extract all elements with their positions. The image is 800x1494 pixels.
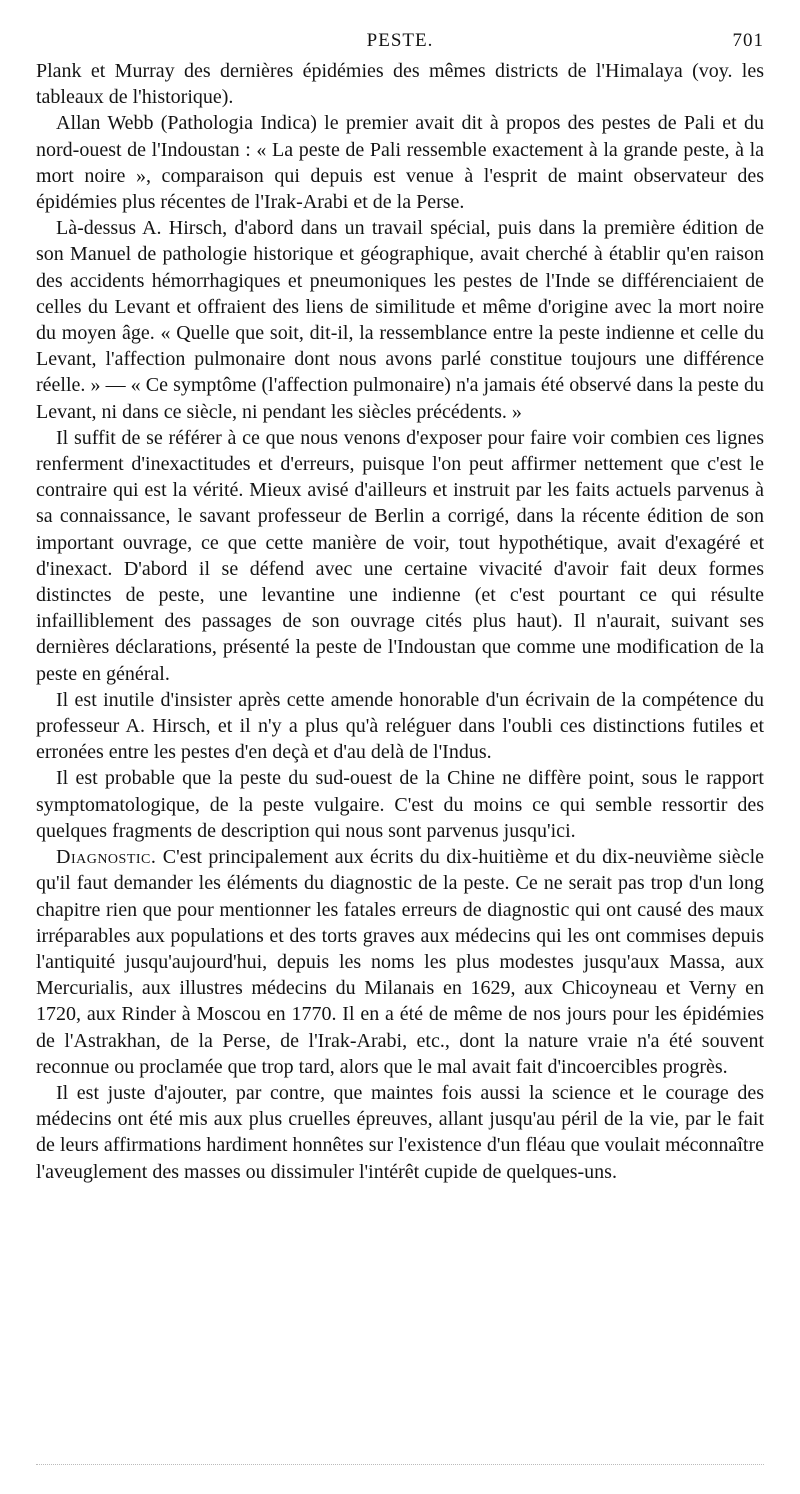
section-lead: Diagnostic. [56,846,157,869]
paragraph-text: C'est principalement aux écrits du dix-huitième et du dix-neuvième siècle qu'il faut demander les éléments du diagnostic de la peste. Ce ne serait pas trop d'un long chapitre rien que pour mentionner les fatales erreurs de diagnostic qui ont causé des maux irréparables aux populations et des torts graves aux médecins qui les ont commises depuis l'antiquité jusqu'aujourd'hui, depuis les noms les plus modestes jusqu'aux Massa, aux Mercurialis, aux illustres médecins du Milanais en 1629, aux Chicoyneau et Verny en 1720, aux Rinder à Moscou en 1770. Il en a été de même de nos jours pour les épidémies de l'Astrakhan, de la Perse, de l'Irak-Arabi, etc., dont la nature vraie n'a été souvent reconnue ou proclamée que trop tard, alors que le mal avait fait d'incoercibles progrès. [36,846,764,1078]
paragraph: Il est probable que la peste du sud-ouest de la Chine ne diffère point, sous le rapport symptomatologique, de la peste vulgaire. C'est du moins ce qui semble ressortir des quelques fragments de description qui nous sont parvenus jusqu'ici. [36,767,764,842]
paragraph-diagnostic [36,844,764,1080]
page-body [36,28,764,1185]
paragraph: Il est juste d'ajouter, par contre, que maintes fois aussi la science et le courage des médecins ont été mis aux plus cruelles épreuves, allant jusqu'au péril de la vie, par le fait de leurs affirmations hardiment honnêtes sur l'existence d'un fléau que voulait méconnaître l'aveuglement des masses ou dissimuler l'intérêt cupide de quelques-uns. [36,1081,764,1183]
running-title: PESTE. [366,30,434,51]
page-number: 701 [732,30,764,51]
bottom-dotted-rule [36,1464,764,1469]
paragraph: Allan Webb (Pathologia Indica) le premier avait dit à propos des pestes de Pali et du nord-ouest de l'Indoustan : « La peste de Pali ressemble exactement à la grande peste, à la mort noire », comparaison qui depuis est venue à l'esprit de maint observateur des épidémies plus récentes de l'Irak-Arabi et de la Perse. [36,112,764,214]
paragraph: Là-dessus A. Hirsch, d'abord dans un travail spécial, puis dans la première édition de son Manuel de pathologie historique et géographique, avait cherché à établir qu'en raison des accidents hémorrhagiques et pneumoniques les pestes de l'Inde se différenciaient de celles du Levant et offraient des liens de similitude et même d'origine avec la mort noire du moyen âge. « Quelle que soit, dit-il, la ressemblance entre la peste indienne et celle du Levant, l'affection pulmonaire dont nous avons parlé constitue toujours une différence réelle. » — « Ce symptôme (l'affection pulmonaire) n'a jamais été observé dans la peste du Levant, ni dans ce siècle, ni pendant les siècles précédents. » [36,217,764,423]
paragraph: Il est inutile d'insister après cette amende honorable d'un écrivain de la compétence du professeur A. Hirsch, et il n'y a plus qu'à reléguer dans l'oubli ces distinctions futiles et erronées entre les pestes d'en deçà et d'au delà de l'Indus. [36,688,764,764]
paragraph: Il suffit de se référer à ce que nous venons d'exposer pour faire voir combien ces lignes renferment d'inexactitudes et d'erreurs, puisque l'on peut affirmer nettement que c'est le contraire qui est la vérité. Mieux avisé d'ailleurs et instruit par les faits actuels parvenus à sa connaissance, le savant professeur de Berlin a corrigé, dans la récente édition de son important ouvrage, ce que cette manière de voir, tout hypothétique, avait d'exagéré et d'inexact. D'abord il se défend avec une certaine vivacité d'avoir fait deux formes distinctes de peste, une levantine une indienne (et c'est pourtant ce qui résulte infailliblement des passages de son ouvrage cités plus haut). Il n'aurait, suivant ses dernières déclarations, présenté la peste de l'Indoustan que comme une modification de la peste en général. [36,426,764,685]
running-header [36,28,764,52]
paragraph: Plank et Murray des dernières épidémies des mêmes districts de l'Himalaya (voy. les tableaux de l'historique). [36,60,764,109]
